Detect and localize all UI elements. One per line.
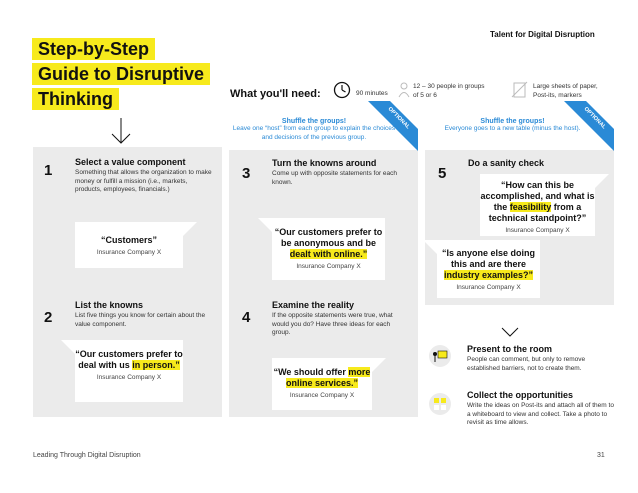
quote-bubble-1 [75,222,183,268]
quote-5b: “Is anyone else doing this and are there industry examples?” [441,248,536,280]
quote-bubble-2 [75,340,183,402]
step-3-title: Turn the knowns around [272,158,377,168]
step-2-desc: List five things you know for certain about the value component. [75,312,206,328]
quote-1-source: Insurance Company X [96,249,162,256]
clock-icon [333,81,351,99]
footer-title: Leading Through Digital Disruption [33,452,141,459]
needs-materials: Large sheets of paper, Post-its, markers [533,83,598,99]
chevron-down-icon [500,326,520,338]
optional-label-2: OPTIONAL [582,106,607,131]
step-1-title: Select a value component [75,157,186,167]
needs-people: 12 – 30 people in groups of 5 or 6 [413,83,485,99]
present-desc: People can comment, but only to remove established barriers, not to create them. [467,356,586,372]
quote-3: “Our customers prefer to be anonymous and be dealt with online.” [274,227,383,259]
quote-5b-source: Insurance Company X [456,284,521,291]
quote-bubble-5b [437,240,540,298]
collect-desc: Write the ideas on Post-its and attach all of them to a whiteboard to view and collect. Take a photo to revisit as time allows. [467,402,614,426]
bubble-tail [61,340,75,354]
people-icon [398,82,410,98]
step-4-number: 4 [242,309,251,326]
step-4-title: Examine the reality [272,300,355,310]
arrow-down-icon [110,117,132,145]
quote-bubble-4 [272,358,372,410]
quote-4: “We should offer more online services.” [273,367,371,388]
present-title: Present to the room [467,344,553,354]
quote-2-source: Insurance Company X [96,374,162,381]
step-5-number: 5 [438,165,447,182]
shuffle-2-desc: Everyone goes to a new table (minus the host). [444,125,581,132]
bubble-tail [258,218,272,232]
post-it-icon [429,393,451,415]
shuffle-1-title: Shuffle the groups! [281,118,347,125]
brand-label: Talent for Digital Disruption [490,30,595,39]
collect-title: Collect the opportunities [467,390,574,400]
quote-4-source: Insurance Company X [289,392,355,399]
step-1-desc: Something that allows the organization to make money or fulfill a mission (i.e., markets, products, employees, financials.) [75,169,212,193]
shuffle-2-title: Shuffle the groups! [480,118,545,125]
quote-2: “Our customers prefer to deal with us in person.” [75,349,183,370]
bubble-tail [595,174,609,188]
page-number: 31 [597,452,605,459]
needs-label: What you'll need: [230,88,321,100]
step-1-number: 1 [44,162,53,179]
step-3-number: 3 [242,165,251,182]
step-2-title: List the knowns [75,300,144,310]
optional-ribbon-2 [564,101,614,151]
title-line-2: Guide to Disruptive [32,63,210,85]
quote-5a-source: Insurance Company X [505,227,570,234]
step-4-desc: If the opposite statements were true, what would you do? Have three ideas for each group. [272,312,393,336]
bubble-tail [372,358,386,372]
optional-label-1: OPTIONAL [386,106,411,131]
bubble-tail [423,240,437,254]
quote-bubble-5a [480,174,595,236]
title-line-1: Step-by-Step [32,38,155,60]
quote-5a: “How can this be accomplished, and what is the feasibility from a technical standpoint?” [480,180,595,223]
bubble-tail [183,222,197,236]
quote-1: “Customers” [100,235,157,245]
quote-bubble-3 [272,218,385,280]
presenter-icon [429,345,451,367]
optional-ribbon-1 [368,101,418,151]
paper-icon [511,81,529,99]
needs-time: 90 minutes [356,90,388,97]
step-3-desc: Come up with opposite statements for each known. [272,170,398,186]
shuffle-1-desc: Leave one “host” from each group to explain the choices and decisions of the previous group. [232,125,396,141]
quote-3-source: Insurance Company X [296,263,361,270]
title-line-3: Thinking [32,88,119,110]
step-2-number: 2 [44,309,53,326]
step-5-title: Do a sanity check [468,158,545,168]
